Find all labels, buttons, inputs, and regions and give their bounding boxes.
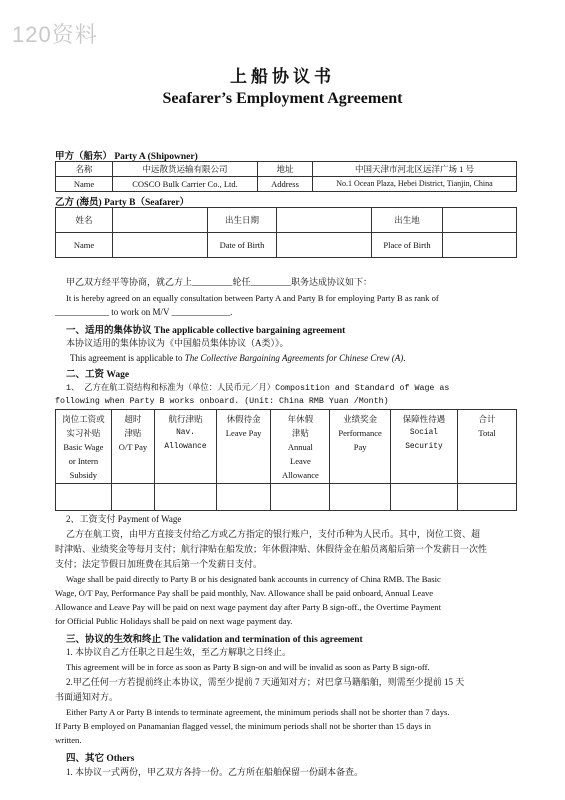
section2-line2: following when Party B works onboard. (Unit: China RMB Yuan /Month): [55, 397, 389, 406]
payment-cn-line3: 支付；法定节假日加班费在其后第一个发薪日支付。: [55, 559, 263, 569]
section2-heading: 二、工资 Wage: [66, 370, 130, 380]
section2-line1: 1、 乙方在航工资结构和标准为（单位：人民币元／月）Composition and Standard of Wage as: [66, 384, 450, 393]
pob-value-en[interactable]: [443, 233, 517, 258]
company-address-cn: 中国天津市河北区远洋广场 1 号: [313, 162, 517, 177]
section3-en2c: written.: [55, 735, 82, 745]
name-cn-label: 名称: [56, 162, 113, 177]
section1-cn: 本协议适用的集体协议为《中国船员集体协议（A类）》。: [66, 338, 289, 348]
section3-en1: This agreement will be in force as soon as Party B sign-on and will be invalid as soon as Party B sign-off.: [66, 662, 430, 672]
wage-header-line: 业绩奖金: [343, 414, 378, 424]
payment-en-line2: Wage, O/T Pay, Performance Pay shall be paid monthly, Nav. Allowance shall be paid onboard, Annual Leave: [55, 588, 434, 598]
wage-header-line: 年休假: [287, 414, 314, 424]
wage-header-cell: [216, 410, 271, 484]
wage-header-line: 休假待金: [226, 414, 261, 424]
seafarer-name-en-label: Name: [56, 233, 113, 258]
pob-value[interactable]: [443, 208, 517, 233]
wage-header-line: 超时: [124, 414, 142, 424]
wage-value-cell[interactable]: [271, 484, 330, 511]
seafarer-name-cn-label: 姓名: [56, 208, 113, 233]
wage-header-cell: [271, 410, 330, 484]
wage-header-line: 津贴: [124, 428, 142, 438]
wage-header-line: Allowance: [281, 470, 319, 480]
wage-header-line: Allowance: [164, 443, 207, 451]
pob-en-label: Place of Birth: [372, 233, 443, 258]
wage-header-line: Security: [405, 443, 443, 451]
wage-header-cell: [111, 410, 154, 484]
section3-cn2a: 2.甲乙任何一方若提前终止本协议，需至少提前 7 天通知对方；对巴拿马籍船舶，则需至少提前 15 天: [66, 677, 465, 687]
wage-value-cell[interactable]: [390, 484, 457, 511]
wage-value-cell[interactable]: [155, 484, 217, 511]
title-chinese: 上船协议书: [230, 67, 335, 86]
wage-header-line: Pay: [353, 442, 367, 452]
seafarer-name-value[interactable]: [113, 208, 208, 233]
company-name-en: COSCO Bulk Carrier Co., Ltd.: [113, 177, 258, 192]
section1-en-italic: The Collective Bargaining Agreements for Chinese Crew (A): [184, 353, 404, 363]
intro-en-line2: ____________ to work on M/V _____________.: [55, 307, 233, 317]
wage-header-line: Leave: [290, 456, 311, 466]
wage-header-line: 岗位工资或: [62, 414, 105, 424]
party-a-label: 甲方（船东） Party A (Shipowner): [55, 152, 198, 162]
wage-header-line: O/T Pay: [118, 442, 148, 452]
section3-cn1: 1. 本协议自乙方任职之日起生效，至乙方解职之日终止。: [66, 647, 292, 657]
wage-header-line: Total: [478, 428, 496, 438]
wage-value-cell[interactable]: [111, 484, 154, 511]
wage-value-cell[interactable]: [458, 484, 517, 511]
wage-header-line: 保障性待遇: [402, 414, 446, 424]
watermark: 120资料: [12, 22, 98, 47]
section1-en-suffix: .: [403, 353, 406, 363]
dob-cn-label: 出生日期: [208, 208, 277, 233]
dob-value[interactable]: [277, 208, 372, 233]
address-en-label: Address: [258, 177, 313, 192]
wage-header-line: 合计: [478, 414, 496, 424]
wage-value-cell[interactable]: [56, 484, 112, 511]
wage-header-cell: [390, 410, 457, 484]
wage-header-line: Performance: [338, 428, 382, 438]
payment-cn-line1: 乙方在航工资，由甲方直接支付给乙方或乙方指定的银行账户，支付币种为人民币。其中，岗位工资、超: [66, 529, 481, 539]
section1-heading: 一、适用的集体协议 The applicable collective bargaining agreement: [66, 326, 346, 336]
party-b-label: 乙方 (海员) Party B（Seafarer）: [55, 198, 190, 208]
section3-cn2b: 书面通知对方。: [55, 692, 119, 702]
party-a-table: [55, 161, 517, 192]
wage-value-cell[interactable]: [330, 484, 390, 511]
wage-header-cell: [155, 410, 217, 484]
section3-en2a: Either Party A or Party B intends to terminate agreement, the minimum periods shall not be shorter than 7 days.: [66, 707, 450, 717]
section1-en: [70, 352, 406, 365]
intro-cn: 甲乙双方经平等协商，就乙方上_________轮任_________职务达成协议如下：: [66, 277, 373, 287]
payment-cn-line2: 时津贴、业绩奖金等每月支付；航行津贴在船发放；年休假津贴、休假待金在船员离船后第一个发薪日一次性: [55, 544, 488, 554]
wage-table: [55, 409, 517, 511]
payment-subheading: 2、工资支付 Payment of Wage: [66, 514, 182, 524]
payment-en-line3: Allowance and Leave Pay will be paid on next wage payment day after Party B sign-off., the Overtime Payment: [55, 602, 441, 612]
seafarer-name-value-en[interactable]: [113, 233, 208, 258]
wage-header-line: Social: [409, 429, 438, 437]
wage-value-cell[interactable]: [216, 484, 271, 511]
pob-cn-label: 出生地: [372, 208, 443, 233]
dob-value-en[interactable]: [277, 233, 372, 258]
payment-en-line1: Wage shall be paid directly to Party B or his designated bank accounts in currency of China RMB. The Basic: [66, 574, 441, 584]
wage-header-line: or Intern: [68, 456, 99, 466]
address-cn-label: 地址: [258, 162, 313, 177]
section4-cn1: 1. 本协议一式两份，甲乙双方各持一份。乙方所在船舶保留一份副本备查。: [66, 767, 364, 777]
wage-header-line: 航行津贴: [168, 414, 203, 424]
section3-en2b: If Party B employed on Panamanian flagged vessel, the minimum periods shall not be shorter than 15 days in: [55, 721, 431, 731]
section3-heading: 三、协议的生效和终止 The validation and termination of this agreement: [66, 635, 363, 645]
wage-header-line: 津贴: [291, 428, 309, 438]
wage-header-cell: [458, 410, 517, 484]
wage-header-line: Subsidy: [69, 470, 98, 480]
wage-header-line: Nav.: [176, 429, 195, 437]
dob-en-label: Date of Birth: [208, 233, 277, 258]
company-name-cn: 中远散货运输有限公司: [113, 162, 258, 177]
wage-header-cell: [330, 410, 390, 484]
wage-header-line: 实习补贴: [66, 428, 101, 438]
wage-header-line: Leave Pay: [225, 428, 262, 438]
company-address-en: No.1 Ocean Plaza, Hebei District, Tianjin, China: [313, 177, 517, 192]
wage-header-line: Basic Wage: [63, 442, 104, 452]
wage-header-line: Annual: [287, 442, 313, 452]
section1-en-prefix: This agreement is applicable to: [70, 353, 185, 363]
title-english: Seafarer’s Employment Agreement: [162, 90, 403, 107]
name-en-label: Name: [56, 177, 113, 192]
section4-heading: 四、其它 Others: [66, 754, 135, 764]
wage-header-cell: [56, 410, 112, 484]
intro-en-line1: It is hereby agreed on an equally consultation between Party A and Party B for employing Party B as rank of: [66, 293, 439, 303]
party-b-table: [55, 207, 517, 258]
payment-en-line4: for Official Public Holidays shall be paid on next wage payment day.: [55, 616, 293, 626]
